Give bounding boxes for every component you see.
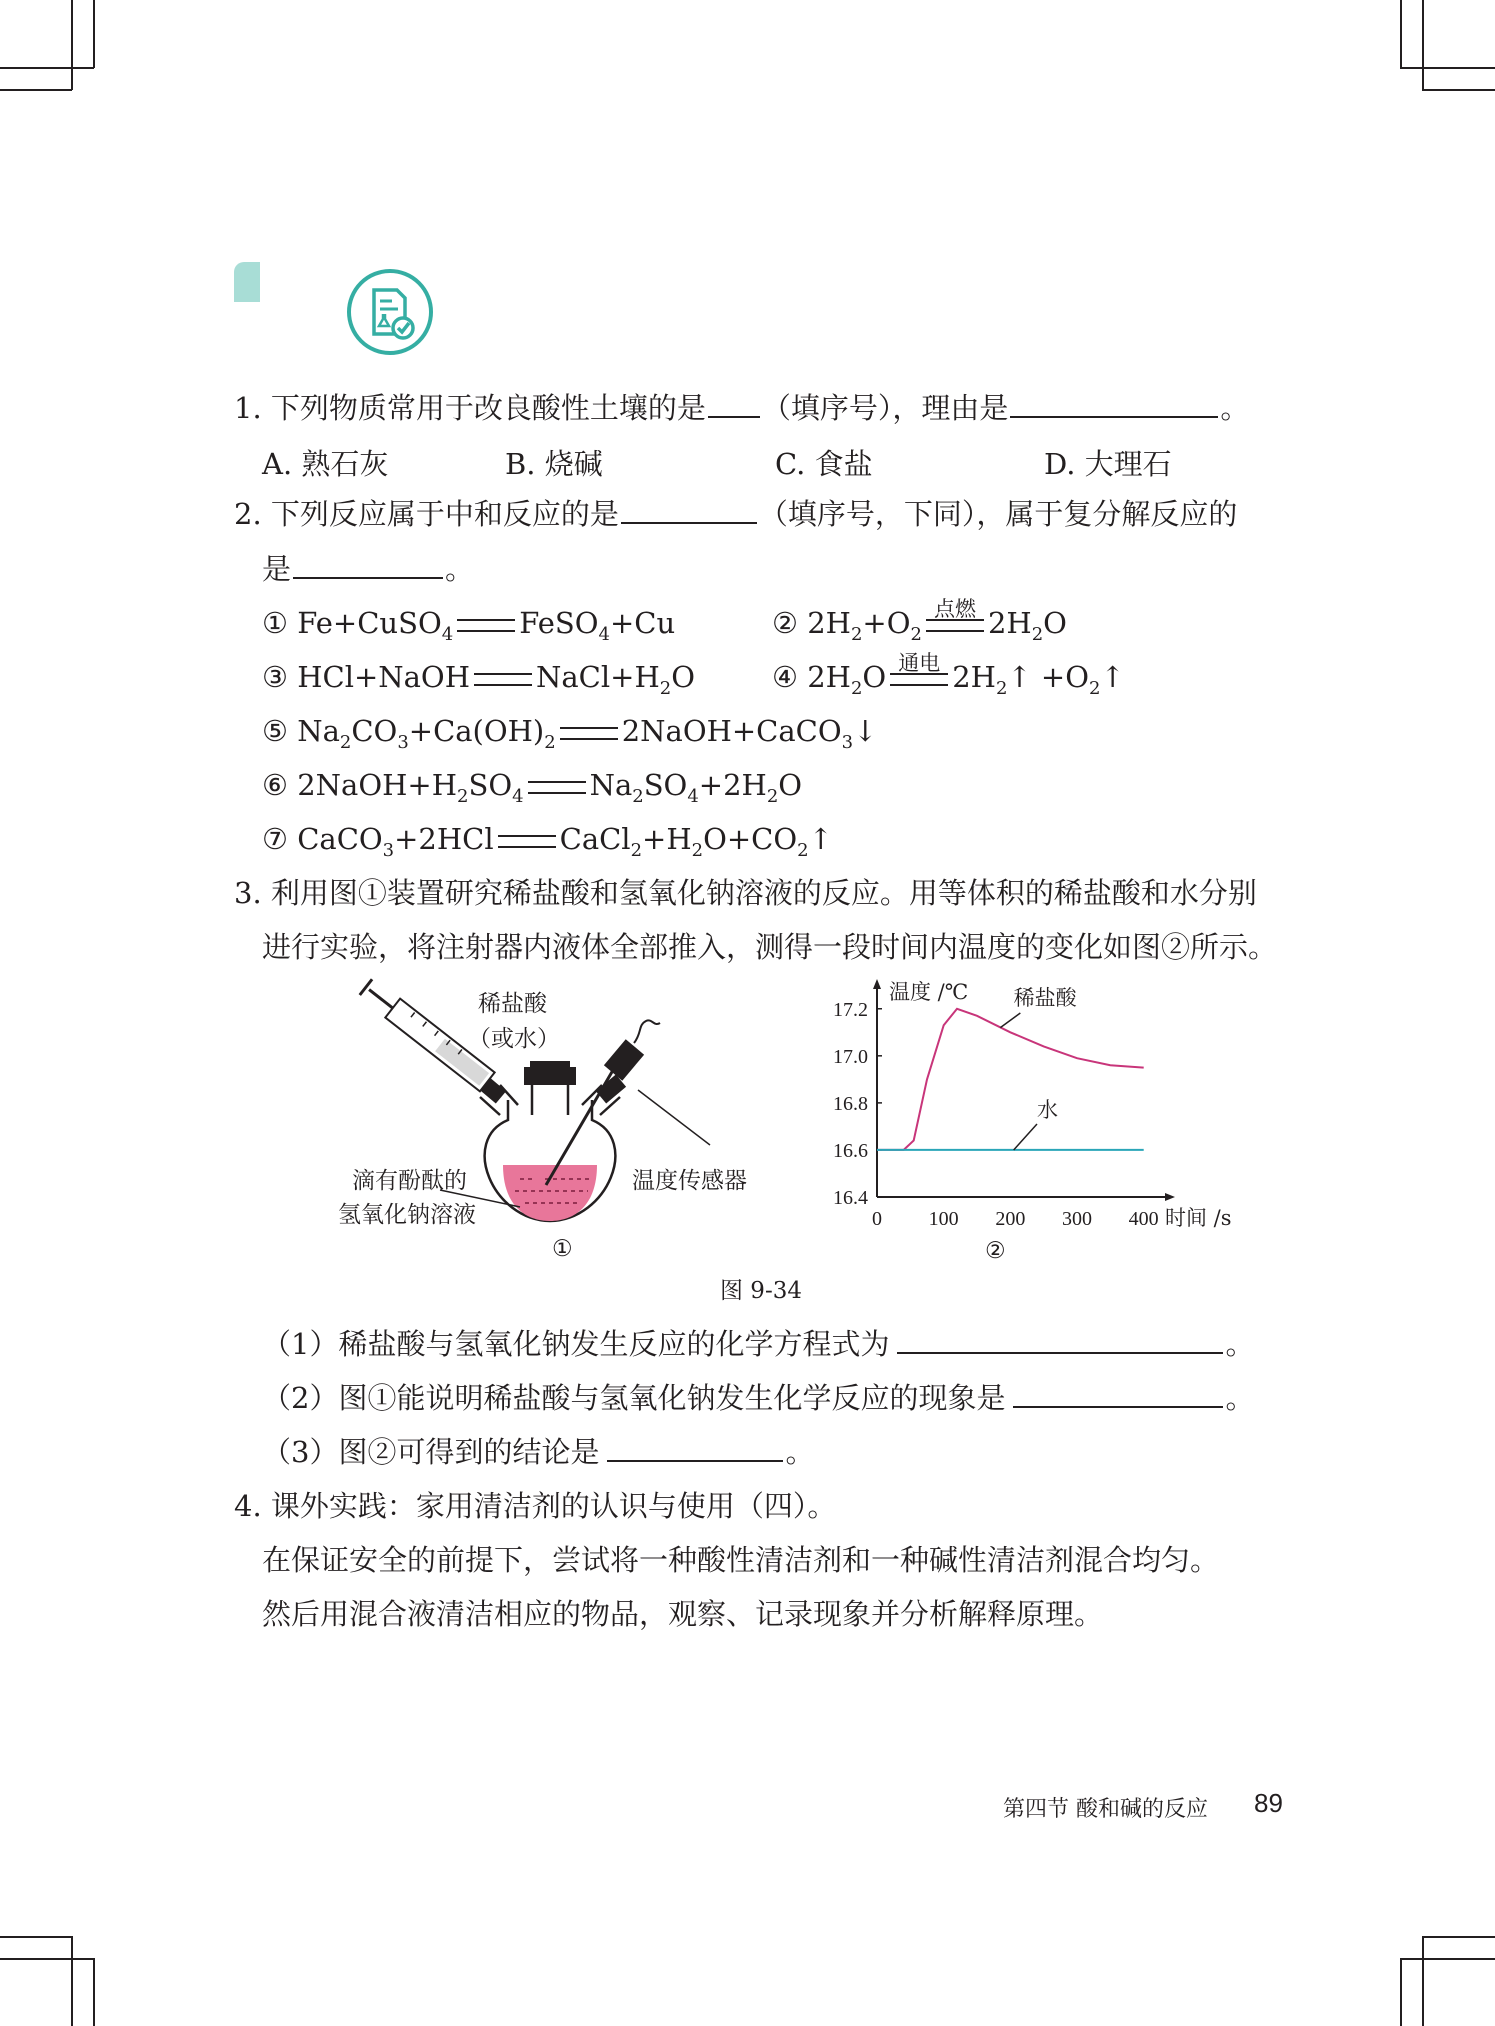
y-axis-label: 温度 /℃ — [889, 980, 969, 1004]
figure-2-number: ② — [985, 1238, 1006, 1264]
x-tick-label: 100 — [928, 1208, 959, 1230]
figure-caption: 图 9-34 — [720, 1278, 802, 1304]
equals-sign — [457, 619, 515, 632]
option-b: B. 烧碱 — [505, 447, 603, 481]
q1-text-c: 。 — [1220, 391, 1250, 425]
q3-sub-1: （1）稀盐酸与氢氧化钠发生反应的化学方程式为 。 — [262, 1324, 1254, 1364]
question-3-line-1: 3. 利用图①装置研究稀盐酸和氢氧化钠溶液的反应。用等体积的稀盐酸和水分别 — [234, 876, 1257, 910]
x-axis-label: 时间 /s — [1165, 1206, 1232, 1230]
crop-mark — [1422, 0, 1424, 90]
crop-mark — [0, 1958, 94, 1960]
crop-mark — [0, 67, 94, 69]
series-label-pointer — [1014, 1124, 1037, 1150]
flask-liquid — [503, 1165, 597, 1221]
series-label-hcl: 稀盐酸 — [1013, 986, 1077, 1010]
syringe-label-1: 稀盐酸 — [478, 991, 547, 1017]
document-check-icon — [344, 266, 436, 358]
option-a: A. 熟石灰 — [262, 447, 389, 481]
option-d: D. 大理石 — [1044, 447, 1172, 481]
reaction-1: ① Fe+CuSO$_4$ FeSO$_4$+Cu — [262, 606, 676, 645]
answer-blank[interactable] — [621, 494, 757, 524]
reaction-3: ③ HCl+NaOH $NaCl+H_2O$ — [262, 660, 695, 699]
y-tick-label: 17.2 — [833, 998, 868, 1021]
equals-sign — [498, 835, 556, 848]
sensor-label: 温度传感器 — [632, 1168, 747, 1194]
x-tick-label: 300 — [1062, 1208, 1092, 1230]
crop-mark — [0, 1936, 72, 1938]
y-axis-arrow — [873, 979, 881, 989]
answer-blank[interactable] — [1013, 1378, 1223, 1408]
reaction-5: ⑤ $Na_2CO_3+Ca(OH)_2$ 2NaOH+CaCO$_3$↓ — [262, 714, 878, 753]
x-tick-label: 0 — [872, 1208, 882, 1230]
reaction-6: ⑥ $2NaOH+H_2SO_4$ $Na_2SO_4+2H_2O$ — [262, 768, 803, 807]
answer-blank[interactable] — [293, 549, 443, 579]
crop-mark — [1400, 1958, 1402, 2026]
crop-mark — [71, 0, 73, 90]
option-c: C. 食盐 — [775, 447, 873, 481]
q2-text-d: 。 — [445, 552, 475, 586]
figure-1-number: ① — [552, 1236, 573, 1262]
q3-sub-2: （2）图①能说明稀盐酸与氢氧化钠发生化学反应的现象是 。 — [262, 1378, 1254, 1418]
x-tick-label: 200 — [995, 1208, 1026, 1230]
crop-mark — [1422, 89, 1495, 91]
question-3-line-2: 进行实验，将注射器内液体全部推入，测得一段时间内温度的变化如图②所示。 — [262, 930, 1278, 964]
question-1 — [234, 388, 1249, 428]
solution-label-1: 滴有酚酞的 — [352, 1168, 467, 1194]
solution-label-2: 氢氧化钠溶液 — [338, 1202, 476, 1228]
section-tab — [234, 262, 260, 302]
crop-mark — [93, 0, 95, 68]
q2-text-c: 是 — [262, 552, 292, 586]
crop-mark — [1422, 1936, 1495, 1938]
question-2 — [234, 494, 1237, 534]
equals-sign — [890, 650, 948, 686]
condition-electrolysis: 通电 — [898, 650, 941, 675]
y-tick-label: 16.4 — [833, 1187, 868, 1209]
y-tick-label: 17.0 — [833, 1045, 868, 1068]
crop-mark — [1400, 1958, 1495, 1960]
question-4-line-1: 4. 课外实践：家用清洁剂的认识与使用（四）。 — [234, 1489, 837, 1523]
equals-sign — [528, 781, 586, 794]
x-axis-arrow — [1165, 1193, 1175, 1201]
page-number: 89 — [1254, 1788, 1283, 1818]
footer-section: 第四节 酸和碱的反应 — [1003, 1797, 1208, 1822]
crop-mark — [1400, 0, 1402, 68]
condition-ignite: 点燃 — [933, 596, 976, 621]
reaction-4: ④ $2H_2O$ 通电 $2H_2↑$ $+O_2↑$ — [772, 657, 1125, 709]
question-2-cont — [262, 549, 474, 589]
temperature-chart — [820, 975, 1232, 1275]
answer-blank[interactable] — [708, 388, 760, 418]
series-line-1 — [877, 1009, 1144, 1150]
crop-mark — [71, 1936, 73, 2026]
series-label-water: 水 — [1037, 1098, 1058, 1122]
equals-sign — [474, 673, 532, 686]
y-tick-label: 16.6 — [833, 1139, 868, 1162]
x-tick-label: 400 — [1128, 1208, 1159, 1230]
question-4-line-2: 在保证安全的前提下，尝试将一种酸性清洁剂和一种碱性清洁剂混合均匀。 — [262, 1543, 1220, 1577]
q1-text-b: （填序号），理由是 — [761, 391, 1009, 425]
crop-mark — [0, 89, 72, 91]
q3-sub-3: （3）图②可得到的结论是 。 — [262, 1432, 814, 1472]
answer-blank[interactable] — [607, 1432, 783, 1462]
y-tick-label: 16.8 — [833, 1092, 868, 1115]
question-4-line-3: 然后用混合液清洁相应的物品，观察、记录现象并分析解释原理。 — [262, 1597, 1104, 1631]
q1-text-a: 1. 下列物质常用于改良酸性土壤的是 — [234, 391, 706, 425]
crop-mark — [1422, 1936, 1424, 2026]
equals-sign — [560, 727, 618, 740]
reaction-7: ⑦ CaCO$_3$+2HCl $CaCl_2+H_2O+CO_2↑$ — [262, 822, 833, 861]
q2-text-b: （填序号，下同），属于复分解反应的 — [758, 497, 1238, 531]
equals-sign — [926, 596, 984, 632]
crop-mark — [93, 1958, 95, 2026]
answer-blank[interactable] — [1010, 388, 1218, 418]
answer-blank[interactable] — [897, 1324, 1223, 1354]
q2-text-a: 2. 下列反应属于中和反应的是 — [234, 497, 619, 531]
reaction-2: ② $2H_2+O_2$ 点燃 $2H_2O$ — [772, 603, 1067, 655]
syringe-label-2: （或水） — [468, 1026, 560, 1052]
series-label-pointer — [1000, 1013, 1020, 1028]
crop-mark — [1400, 67, 1495, 69]
